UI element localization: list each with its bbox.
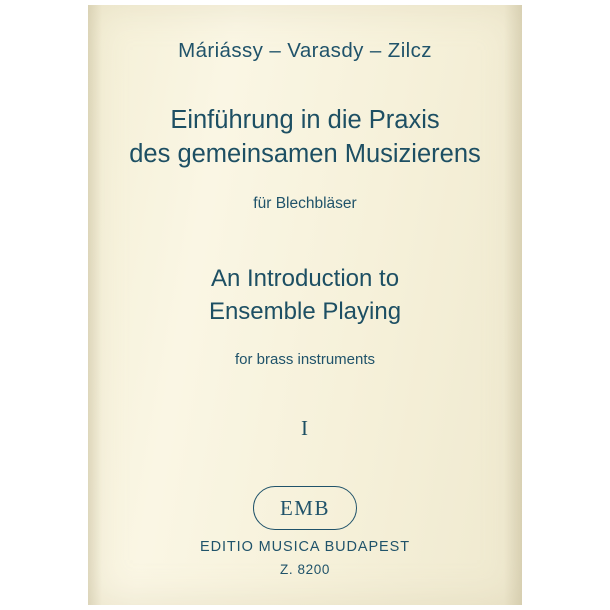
authors-line: Máriássy – Varasdy – Zilcz [178, 39, 432, 62]
english-title-line-1: An Introduction to [210, 265, 400, 293]
german-title-line-1: Einführung in die Praxis [170, 106, 440, 134]
emb-logo-icon [253, 486, 357, 530]
publisher-name: EDITIO MUSICA BUDAPEST [200, 539, 410, 555]
volume-number: I [301, 415, 309, 440]
publisher-block [88, 486, 522, 577]
german-title-line-2: des gemeinsamen Musizierens [129, 140, 481, 169]
german-subtitle: für Blechbläser [253, 195, 357, 213]
sheet-music-cover [88, 5, 522, 605]
emb-logo-text: EMB [279, 495, 330, 520]
english-title [88, 263, 522, 328]
german-title [88, 103, 522, 171]
plate-number: Z. 8200 [280, 562, 330, 577]
english-subtitle: for brass instruments [234, 350, 376, 368]
english-title-line-2: Ensemble Playing [208, 297, 402, 325]
